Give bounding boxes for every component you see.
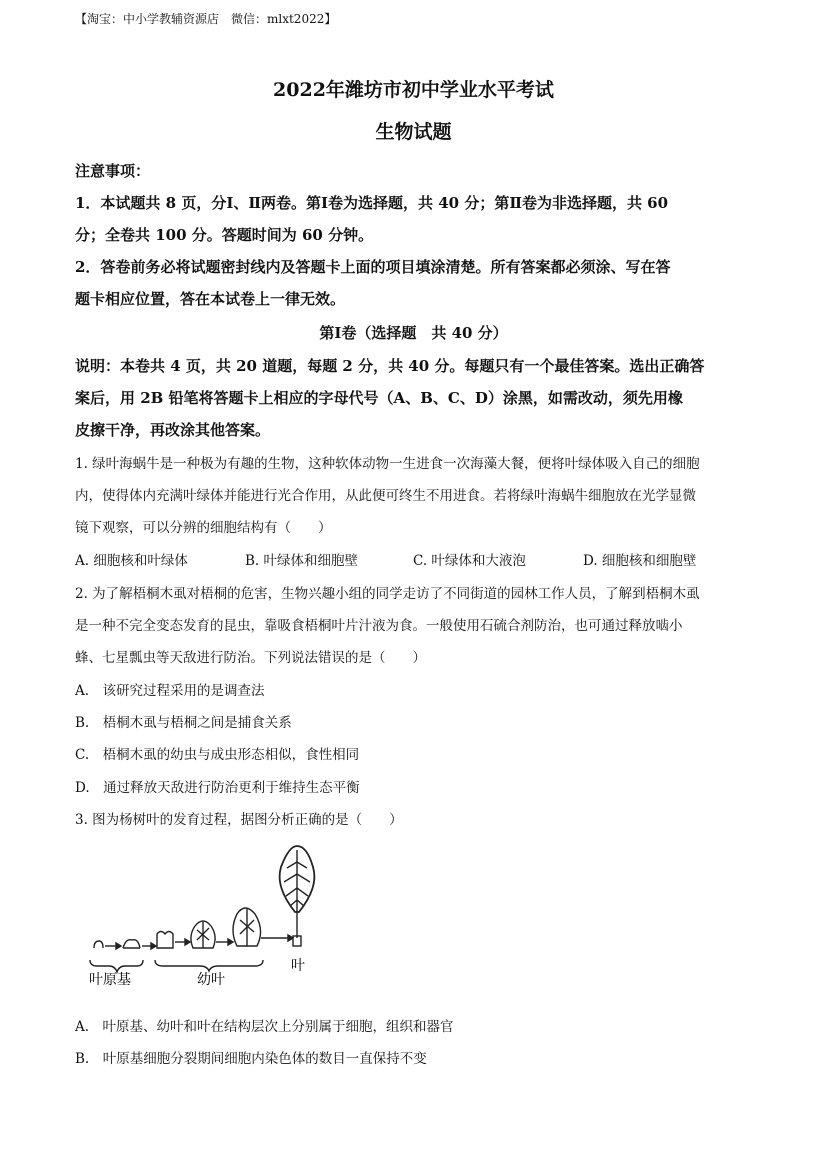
q2-line2: 是一种不完全变态发育的昆虫，靠吸食梧桐叶片汁液为食。一般使用石硫合剂防治，也可通过释放啮小 [75, 618, 683, 634]
q2-option-a: A. 该研究过程采用的是调查法 [75, 683, 265, 699]
label-leaf: 叶 [291, 958, 305, 974]
section1-desc-line1: 说明：本卷共 4 页，共 20 道题，每题 2 分，共 40 分。每题只有一个最佳答案。选出正确答 [75, 357, 705, 375]
q2-line3: 蜂、七星瓢虫等天敌进行防治。下列说法错误的是（ ） [75, 650, 426, 666]
section1-desc-line3: 皮擦干净，再改涂其他答案。 [75, 421, 271, 439]
label-young-leaf: 幼叶 [197, 972, 225, 988]
exam-title: 2022年潍坊市初中学业水平考试 [273, 79, 554, 101]
q1-option-b: B. 叶绿体和细胞壁 [245, 553, 359, 569]
q3-line1: 3. 图为杨树叶的发育过程，据图分析正确的是（ ） [75, 812, 403, 828]
q1-line2: 内，使得体内充满叶绿体并能进行光合作用，从此便可终生不用进食。若将绿叶海蜗牛细胞放在光学显微 [75, 488, 696, 504]
notice-item1-line2: 分；全卷共 100 分。答题时间为 60 分钟。 [75, 226, 374, 244]
notice-heading: 注意事项： [75, 162, 151, 180]
q2-line1: 2. 为了解梧桐木虱对梧桐的危害，生物兴趣小组的同学走访了不同街道的园林工作人员，了解到梧桐木虱 [75, 586, 700, 602]
section1-desc-line2: 案后，用 2B 铅笔将答题卡上相应的字母代号（A、B、C、D）涂黑，如需改动，须先用橡 [75, 389, 683, 407]
page-header: 【淘宝：中小学教辅资源店 微信：mlxt2022】 [75, 12, 337, 26]
q3-option-a: A. 叶原基、幼叶和叶在结构层次上分别属于细胞，组织和器官 [75, 1019, 454, 1035]
notice-item1-line1: 1．本试题共 8 页，分Ⅰ、Ⅱ两卷。第Ⅰ卷为选择题，共 40 分；第Ⅱ卷为非选择题，共 60 [75, 194, 669, 212]
q3-option-b: B. 叶原基细胞分裂期间细胞内染色体的数目一直保持不变 [75, 1051, 427, 1067]
q1-option-d: D. 细胞核和细胞壁 [583, 553, 697, 569]
q2-option-b: B. 梧桐木虱与梧桐之间是捕食关系 [75, 715, 292, 731]
label-primordium: 叶原基 [89, 972, 131, 988]
primordium-brace [90, 960, 143, 972]
q1-line1: 1. 绿叶海蜗牛是一种极为有趣的生物，这种软体动物一生进食一次海藻大餐，便将叶绿体吸入自己的细胞 [75, 456, 700, 472]
bud-shape [123, 940, 140, 948]
young-leaf-1 [157, 932, 173, 949]
q1-line3: 镜下观察，可以分辨的细胞结构有（ ） [75, 520, 332, 536]
notice-item2-line1: 2．答卷前务必将试题密封线内及答题卡上面的项目填涂清楚。所有答案都必须涂、写在答 [75, 258, 671, 276]
q2-option-c: C. 梧桐木虱的幼虫与成虫形态相似，食性相同 [75, 747, 360, 763]
leaf-development-figure [85, 842, 345, 992]
section1-title: 第Ⅰ卷（选择题 共 40 分） [319, 324, 508, 342]
primordium-shape [94, 941, 103, 948]
notice-item2-line2: 题卡相应位置，答在本试卷上一律无效。 [75, 290, 346, 308]
q1-option-a: A. 细胞核和叶绿体 [75, 553, 188, 569]
q1-option-c: C. 叶绿体和大液泡 [413, 553, 526, 569]
young-leaf-brace [155, 960, 263, 971]
q2-option-d: D. 通过释放天敌进行防治更利于维持生态平衡 [75, 780, 360, 796]
exam-subtitle: 生物试题 [375, 121, 452, 143]
